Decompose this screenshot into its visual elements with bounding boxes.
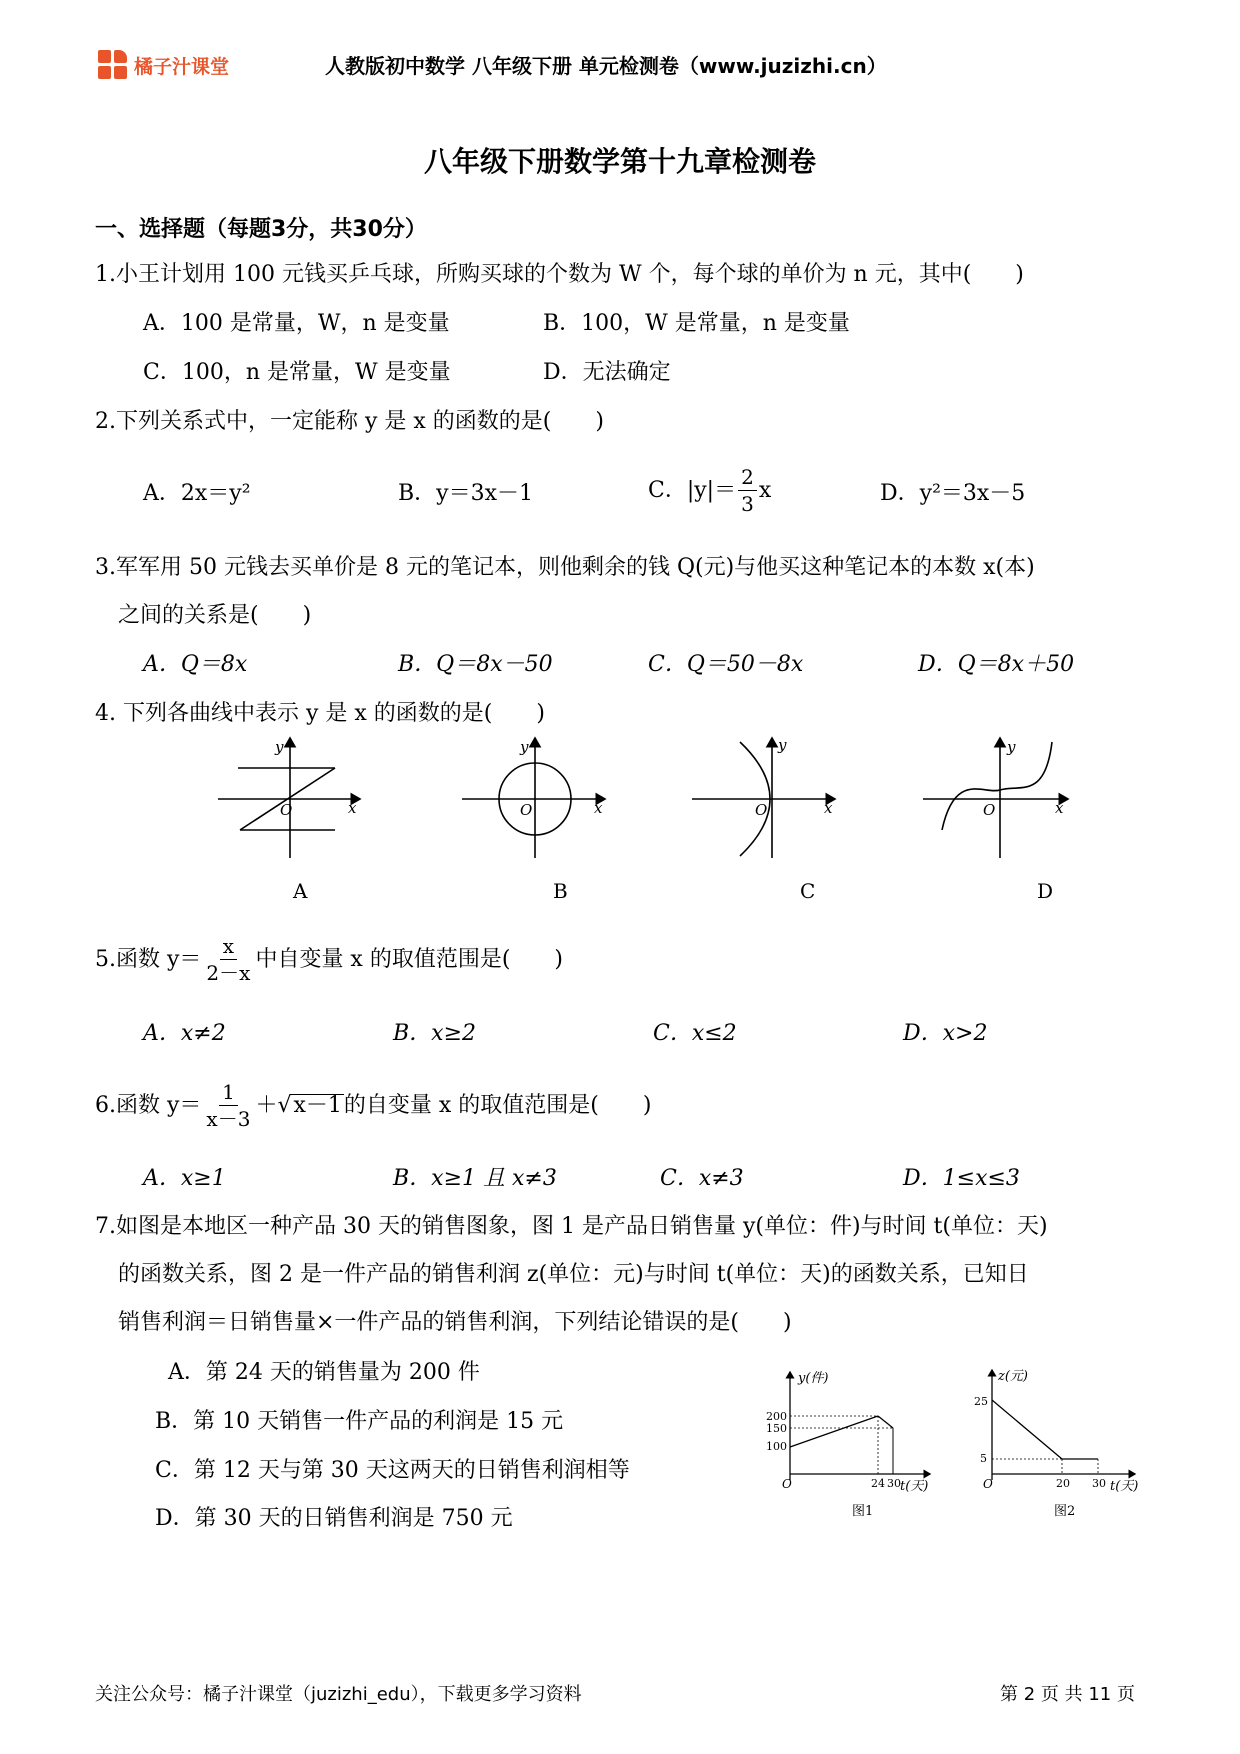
question-2-option-b: B．y＝3x－1 [398, 481, 533, 506]
question-3-option-c: C．Q＝50－8x [648, 652, 804, 677]
question-3-stem-line1: 3.军军用 50 元钱去买单价是 8 元的笔记本，则他剩余的钱 Q(元)与他买这种笔记本的本数 x(本) [95, 555, 1035, 580]
fig1-xtick-24: 24 [871, 1477, 885, 1490]
brand-name: 橘子汁课堂 [134, 55, 230, 78]
question-7-option-d: D．第 30 天的日销售利润是 750 元 [155, 1506, 513, 1531]
question-5-option-c: C．x≤2 [653, 1021, 737, 1046]
fig2-xtick-30: 30 [1092, 1477, 1106, 1490]
q6-suffix: 的自变量 x 的取值范围是( ) [343, 1092, 652, 1118]
graph-b-y-label: y [520, 738, 529, 756]
footer-note: 关注公众号：橘子汁课堂（juzizhi_edu），下载更多学习资料 [95, 1684, 582, 1705]
question-7-stem-line2: 的函数关系，图 2 是一件产品的销售利润 z(单位：元)与时间 t(单位：天)的函数关系，已知日 [118, 1262, 1029, 1287]
question-5-stem [95, 935, 563, 984]
graph-d [923, 738, 1068, 858]
q6-plus-root: ＋√ [255, 1092, 292, 1118]
graph-a-y-label: y [275, 738, 284, 756]
question-7-option-b: B．第 10 天销售一件产品的利润是 15 元 [155, 1409, 564, 1434]
fig2-ytick-5: 5 [980, 1452, 987, 1465]
question-2-stem: 2.下列关系式中，一定能称 y 是 x 的函数的是( ) [95, 409, 604, 434]
document-title: 八年级下册数学第十九章检测卷 [423, 145, 816, 178]
question-5-option-a: A．x≠2 [143, 1021, 226, 1046]
header-title: 人教版初中数学 八年级下册 单元检测卷（www.juzizhi.cn） [325, 54, 887, 78]
graph-a [218, 738, 360, 858]
fig2-xtick-20: 20 [1056, 1477, 1070, 1490]
graph-a-caption: A [293, 879, 308, 903]
fig1-ylabel: y(件) [798, 1371, 829, 1386]
q6-radicand: x－1 [293, 1093, 342, 1118]
figure-1 [790, 1372, 930, 1480]
section-heading: 一、选择题（每题3分，共30分） [95, 217, 427, 242]
q2c-numerator: 2 [738, 466, 757, 491]
fig1-ytick-150: 150 [766, 1422, 787, 1435]
graph-b-caption: B [553, 879, 568, 903]
question-6-option-c: C．x≠3 [660, 1166, 744, 1191]
question-6-option-d: D．1≤x≤3 [903, 1166, 1020, 1191]
fig2-ytick-25: 25 [974, 1395, 988, 1408]
question-5-option-d: D．x>2 [903, 1021, 988, 1046]
q5-suffix: 中自变量 x 的取值范围是( ) [255, 946, 563, 972]
graph-c-caption: C [800, 879, 816, 903]
fig1-xlabel: t(天) [900, 1479, 929, 1494]
q6-fraction [203, 1081, 253, 1130]
question-1-stem: 1.小王计划用 100 元钱买乒乓球，所购买球的个数为 W 个，每个球的单价为 n 元，其中( ) [95, 262, 1024, 287]
graph-d-origin: O [983, 801, 996, 819]
fig1-origin: O [782, 1477, 792, 1491]
q6-denominator: x－3 [206, 1107, 251, 1131]
question-5-option-b: B．x≥2 [393, 1021, 477, 1046]
graph-b [462, 738, 605, 858]
question-1-option-c: C．100，n 是常量，W 是变量 [143, 360, 451, 385]
question-3-option-a: A．Q＝8x [143, 652, 248, 677]
graph-a-origin: O [280, 801, 293, 819]
question-3-option-d: D．Q＝8x＋50 [918, 652, 1075, 677]
fig1-ytick-100: 100 [766, 1440, 787, 1453]
fig1-xtick-30: 30 [887, 1477, 901, 1490]
question-7-stem-line1: 7.如图是本地区一种产品 30 天的销售图象，图 1 是产品日销售量 y(单位：件)与时间 t(单位：天) [95, 1214, 1048, 1239]
q2c-prefix: C．|y|＝ [648, 477, 737, 503]
graph-d-y-label: y [1007, 738, 1016, 756]
question-6-stem [95, 1081, 651, 1130]
graph-c-y-label: y [778, 736, 787, 754]
page-number: 第 2 页 共 11 页 [1000, 1684, 1135, 1705]
q7-figures [760, 1360, 1160, 1530]
graph-b-origin: O [520, 801, 533, 819]
graph-a-x-label: x [348, 799, 357, 817]
fig1-caption: 图1 [852, 1504, 874, 1519]
graph-b-x-label: x [594, 799, 603, 817]
fig2-caption: 图2 [1054, 1504, 1076, 1519]
q5-numerator: x [220, 935, 237, 960]
question-1-option-b: B．100，W 是常量，n 是变量 [543, 311, 850, 336]
question-7-option-a: A．第 24 天的销售量为 200 件 [168, 1360, 480, 1385]
question-6-option-a: A．x≥1 [143, 1166, 226, 1191]
question-2-option-a: A．2x＝y² [143, 481, 251, 506]
graph-c [692, 738, 835, 858]
question-4-stem: 4. 下列各曲线中表示 y 是 x 的函数的是( ) [95, 701, 545, 726]
q2c-suffix: x [758, 477, 772, 503]
fig1-ytick-200: 200 [766, 1410, 787, 1423]
q6-numerator: 1 [219, 1081, 238, 1106]
graph-c-origin: O [755, 801, 768, 819]
question-2-option-d: D．y²＝3x－5 [880, 481, 1026, 506]
question-1-option-d: D．无法确定 [543, 360, 671, 385]
question-1-option-a: A．100 是常量，W，n 是变量 [143, 311, 450, 336]
question-7-option-c: C．第 12 天与第 30 天这两天的日销售利润相等 [155, 1458, 630, 1483]
question-3-stem-line2: 之间的关系是( ) [118, 603, 312, 628]
q5-prefix: 5.函数 y＝ [95, 946, 202, 972]
q2c-denominator: 3 [741, 492, 754, 516]
graph-c-x-label: x [824, 799, 833, 817]
graph-d-caption: D [1037, 879, 1054, 903]
fig2-ylabel: z(元) [998, 1369, 1028, 1384]
q5-fraction [203, 935, 253, 984]
question-6-option-b: B．x≥1 且 x≠3 [393, 1166, 557, 1191]
fig2-xlabel: t(天) [1110, 1479, 1139, 1494]
question-3-option-b: B．Q＝8x－50 [398, 652, 553, 677]
graph-d-x-label: x [1055, 799, 1064, 817]
q6-prefix: 6.函数 y＝ [95, 1092, 202, 1118]
figure-2 [992, 1370, 1135, 1480]
question-7-stem-line3: 销售利润＝日销售量×一件产品的销售利润，下列结论错误的是( ) [118, 1310, 792, 1335]
q5-denominator: 2－x [206, 961, 251, 985]
fig2-origin: O [983, 1477, 993, 1491]
